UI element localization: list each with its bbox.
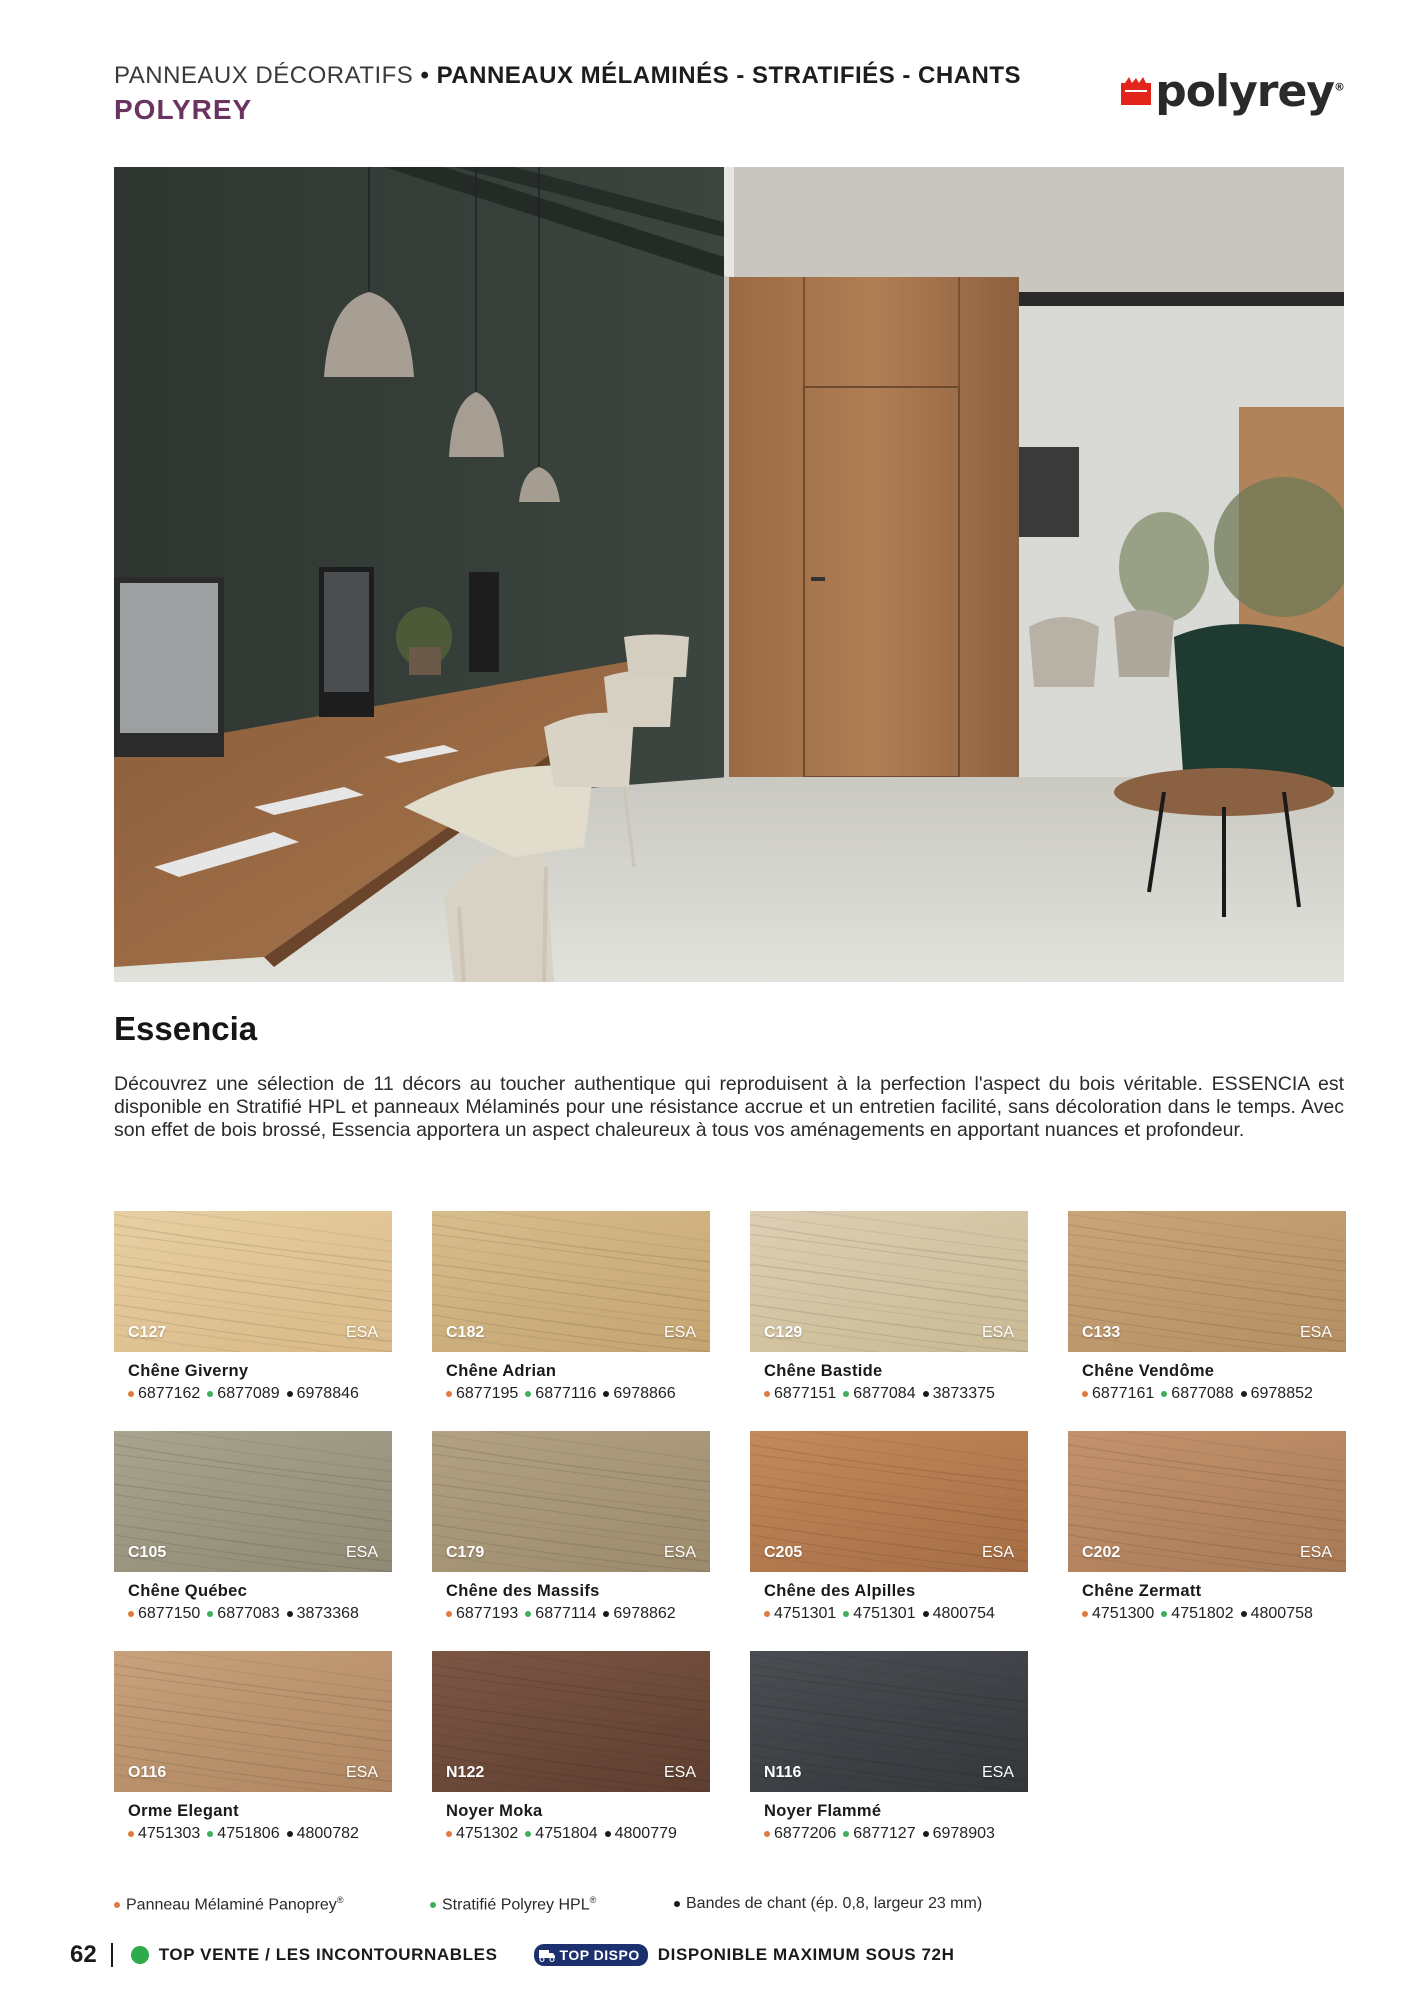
- melamine-dot-icon: [446, 1611, 452, 1617]
- decor-swatch: [432, 1211, 710, 1352]
- decor-swatch: [432, 1651, 710, 1792]
- reference-item: [605, 1825, 677, 1843]
- melamine-dot-icon: [128, 1831, 134, 1837]
- decor-finish: ESA: [663, 1324, 696, 1341]
- reference-number: 4751300: [1092, 1605, 1155, 1622]
- decor-name: Chêne des Alpilles: [764, 1582, 916, 1600]
- melamine-dot-icon: [1082, 1611, 1088, 1617]
- decor-finish: ESA: [1299, 1544, 1332, 1561]
- decor-card: [432, 1211, 710, 1403]
- decor-finish: ESA: [981, 1544, 1014, 1561]
- decor-card: [1068, 1431, 1346, 1623]
- melamine-dot-icon: [128, 1391, 134, 1397]
- hpl-dot-icon: [843, 1391, 849, 1397]
- edge-dot-icon: [603, 1611, 609, 1617]
- hpl-dot-icon: [430, 1902, 436, 1908]
- reference-item: [287, 1385, 359, 1403]
- reference-number: 6877114: [535, 1605, 597, 1622]
- decor-references: [128, 1385, 392, 1403]
- reference-number: 6978866: [613, 1385, 676, 1402]
- reference-item: [207, 1385, 279, 1403]
- decor-card: [1068, 1211, 1346, 1403]
- decor-references: [1082, 1385, 1346, 1403]
- reference-number: 6877193: [456, 1605, 519, 1622]
- edge-dot-icon: [923, 1831, 929, 1837]
- reference-number: 4800782: [296, 1825, 359, 1842]
- edge-dot-icon: [1241, 1391, 1247, 1397]
- decor-card: [114, 1431, 392, 1623]
- decor-finish: ESA: [981, 1764, 1014, 1781]
- reference-number: 6877206: [774, 1825, 837, 1842]
- decor-code: N122: [446, 1764, 485, 1781]
- reference-item: [128, 1385, 200, 1403]
- office-interior-illustration: [114, 167, 1344, 982]
- reference-item: [446, 1385, 518, 1403]
- reference-number: 3873375: [932, 1385, 995, 1402]
- decor-name: Chêne Adrian: [446, 1362, 557, 1380]
- reference-item: [525, 1605, 596, 1623]
- edge-dot-icon: [923, 1611, 929, 1617]
- melamine-dot-icon: [764, 1831, 770, 1837]
- decor-finish: ESA: [1299, 1324, 1332, 1341]
- page-header: [114, 62, 1344, 132]
- decor-finish: ESA: [345, 1324, 378, 1341]
- reference-number: 6978852: [1250, 1385, 1313, 1402]
- reference-number: 6877127: [853, 1825, 916, 1842]
- decor-references: [128, 1605, 392, 1623]
- category-label: PANNEAUX DÉCORATIFS: [114, 62, 414, 89]
- decor-code: C133: [1082, 1324, 1121, 1341]
- edge-dot-icon: [605, 1831, 611, 1837]
- reference-item: [207, 1605, 279, 1623]
- reference-item: [923, 1825, 995, 1843]
- reference-number: 4751301: [774, 1605, 837, 1622]
- decor-name: Noyer Moka: [446, 1802, 543, 1820]
- decor-swatch: [750, 1431, 1028, 1572]
- decor-name: Chêne des Massifs: [446, 1582, 600, 1600]
- reference-number: 4751301: [853, 1605, 916, 1622]
- decor-code: C179: [446, 1544, 485, 1561]
- hpl-dot-icon: [207, 1831, 213, 1837]
- page-number: 62: [70, 1941, 97, 1968]
- decor-swatch: [432, 1431, 710, 1572]
- decor-card: [432, 1651, 710, 1843]
- reference-item: [446, 1825, 518, 1843]
- polyrey-logo: [1121, 66, 1344, 117]
- section-intro: Découvrez une sélection de 11 décors au toucher authentique qui reproduisent à la perfection l'aspect du bois véritable. ESSENCIA est disponible en Stratifié HPL et panneaux Mélaminés pour une résistance accrue et un entretien facilité, sans décoloration dans le temps. Avec son effet de bois brossé, Essencia apportera un aspect chaleureux à tous vos aménagements en apportant nuances et profondeur.: [114, 1073, 1344, 1141]
- reference-item: [764, 1605, 836, 1623]
- reference-number: 6978903: [932, 1825, 995, 1842]
- reference-item: [128, 1825, 200, 1843]
- section-title: Essencia: [114, 1010, 258, 1047]
- reference-item: [1241, 1385, 1313, 1403]
- reference-number: 6978846: [296, 1385, 359, 1402]
- reference-item: [525, 1825, 597, 1843]
- decor-code: O116: [128, 1764, 167, 1781]
- logo-text: polyrey®: [1155, 66, 1344, 117]
- decor-references: [764, 1385, 1028, 1403]
- decor-card: [432, 1431, 710, 1623]
- reference-item: [1241, 1605, 1313, 1623]
- decor-references: [764, 1605, 1028, 1623]
- reference-item: [128, 1605, 200, 1623]
- reference-item: [843, 1385, 915, 1403]
- reference-item: [764, 1825, 836, 1843]
- footer-divider: [111, 1943, 113, 1967]
- reference-item: [1161, 1385, 1233, 1403]
- melamine-dot-icon: [764, 1611, 770, 1617]
- edge-dot-icon: [603, 1391, 609, 1397]
- reference-item: [923, 1385, 995, 1403]
- reference-number: 4800758: [1250, 1605, 1313, 1622]
- page-footer: [70, 1940, 954, 1970]
- melamine-dot-icon: [128, 1611, 134, 1617]
- reference-number: 4751806: [217, 1825, 280, 1842]
- legend-melamine: Panneau Mélaminé Panoprey®: [114, 1895, 343, 1914]
- edge-dot-icon: [674, 1901, 680, 1907]
- edge-dot-icon: [287, 1391, 293, 1397]
- decor-code: C182: [446, 1324, 485, 1341]
- reference-number: 6877116: [535, 1385, 597, 1402]
- decor-card: [114, 1651, 392, 1843]
- decor-code: C202: [1082, 1544, 1121, 1561]
- reference-item: [603, 1385, 675, 1403]
- decor-code: N116: [764, 1764, 802, 1781]
- edge-dot-icon: [923, 1391, 929, 1397]
- hpl-dot-icon: [525, 1831, 531, 1837]
- legend-edge: Bandes de chant (ép. 0,8, largeur 23 mm): [674, 1895, 982, 1913]
- edge-dot-icon: [287, 1611, 293, 1617]
- hero-image: [114, 167, 1344, 982]
- reference-item: [764, 1385, 836, 1403]
- reference-number: 6877083: [217, 1605, 280, 1622]
- reference-item: [525, 1385, 596, 1403]
- decor-card: [750, 1651, 1028, 1843]
- reference-number: 6877151: [774, 1385, 837, 1402]
- reference-item: [446, 1605, 518, 1623]
- hpl-dot-icon: [207, 1391, 213, 1397]
- melamine-dot-icon: [446, 1831, 452, 1837]
- top-vente-dot-icon: [131, 1946, 149, 1964]
- reference-number: 4800779: [614, 1825, 677, 1842]
- reference-number: 6877161: [1092, 1385, 1155, 1402]
- category-bullet: •: [420, 62, 430, 89]
- hpl-dot-icon: [1161, 1611, 1167, 1617]
- hpl-dot-icon: [843, 1831, 849, 1837]
- decor-code: C105: [128, 1544, 167, 1561]
- decor-name: Chêne Vendôme: [1082, 1362, 1215, 1380]
- reference-number: 6877162: [138, 1385, 201, 1402]
- decor-references: [128, 1825, 392, 1843]
- reference-number: 4751802: [1171, 1605, 1234, 1622]
- reference-number: 3873368: [296, 1605, 359, 1622]
- decor-references: [446, 1825, 710, 1843]
- legend-hpl: Stratifié Polyrey HPL®: [430, 1895, 596, 1914]
- melamine-dot-icon: [764, 1391, 770, 1397]
- reference-item: [207, 1825, 279, 1843]
- reference-number: 6877084: [853, 1385, 916, 1402]
- edge-dot-icon: [287, 1831, 293, 1837]
- decor-references: [764, 1825, 1028, 1843]
- reference-item: [923, 1605, 995, 1623]
- reference-item: [1161, 1605, 1233, 1623]
- decor-card: [750, 1431, 1028, 1623]
- reference-item: [843, 1605, 915, 1623]
- decor-finish: ESA: [345, 1764, 378, 1781]
- reference-item: [603, 1605, 675, 1623]
- reference-item: [1082, 1605, 1154, 1623]
- decor-code: C205: [764, 1544, 803, 1561]
- reference-number: 6877089: [217, 1385, 280, 1402]
- brand-title: POLYREY: [114, 94, 253, 125]
- decor-swatch: [1068, 1211, 1346, 1352]
- reference-number: 4751303: [138, 1825, 201, 1842]
- decor-finish: ESA: [345, 1544, 378, 1561]
- decor-references: [1082, 1605, 1346, 1623]
- decor-swatch: [114, 1431, 392, 1572]
- hpl-dot-icon: [525, 1611, 531, 1617]
- reference-number: 6877088: [1171, 1385, 1234, 1402]
- edge-dot-icon: [1241, 1611, 1247, 1617]
- subcategory-label: PANNEAUX MÉLAMINÉS - STRATIFIÉS - CHANTS: [436, 62, 1022, 89]
- top-dispo-badge: TOP DISPO: [534, 1944, 648, 1966]
- decor-swatch: [114, 1651, 392, 1792]
- reference-number: 6877150: [138, 1605, 201, 1622]
- melamine-dot-icon: [446, 1391, 452, 1397]
- reference-item: [287, 1605, 359, 1623]
- reference-number: 4751804: [535, 1825, 598, 1842]
- hpl-dot-icon: [525, 1391, 531, 1397]
- reference-number: 6877195: [456, 1385, 519, 1402]
- decor-references: [446, 1605, 710, 1623]
- top-vente-label: TOP VENTE / LES INCONTOURNABLES: [158, 1945, 498, 1964]
- reference-item: [1082, 1385, 1154, 1403]
- hpl-dot-icon: [1161, 1391, 1167, 1397]
- melamine-dot-icon: [1082, 1391, 1088, 1397]
- hpl-dot-icon: [207, 1611, 213, 1617]
- reference-number: 4751302: [456, 1825, 519, 1842]
- decor-name: Orme Elegant: [128, 1802, 239, 1820]
- reference-number: 6978862: [613, 1605, 676, 1622]
- decor-finish: ESA: [663, 1544, 696, 1561]
- availability-label: DISPONIBLE MAXIMUM SOUS 72H: [657, 1945, 955, 1964]
- reference-item: [843, 1825, 915, 1843]
- decor-card: [750, 1211, 1028, 1403]
- decor-name: Chêne Bastide: [764, 1362, 883, 1380]
- decor-finish: ESA: [981, 1324, 1014, 1341]
- truck-icon: [538, 1948, 556, 1962]
- decor-code: C127: [128, 1324, 167, 1341]
- decor-swatch: [1068, 1431, 1346, 1572]
- decor-name: Chêne Giverny: [128, 1362, 249, 1380]
- decor-name: Chêne Québec: [128, 1582, 248, 1600]
- melamine-dot-icon: [114, 1902, 120, 1908]
- decor-swatch: [114, 1211, 392, 1352]
- polyrey-flame-icon: [1121, 77, 1151, 107]
- decor-finish: ESA: [663, 1764, 696, 1781]
- decor-name: Chêne Zermatt: [1082, 1582, 1202, 1600]
- hpl-dot-icon: [843, 1611, 849, 1617]
- reference-item: [287, 1825, 359, 1843]
- decor-code: C129: [764, 1324, 803, 1341]
- decor-references: [446, 1385, 710, 1403]
- reference-number: 4800754: [932, 1605, 995, 1622]
- decor-name: Noyer Flammé: [764, 1802, 882, 1820]
- decor-swatch: [750, 1651, 1028, 1792]
- decor-card: [114, 1211, 392, 1403]
- decor-swatch: [750, 1211, 1028, 1352]
